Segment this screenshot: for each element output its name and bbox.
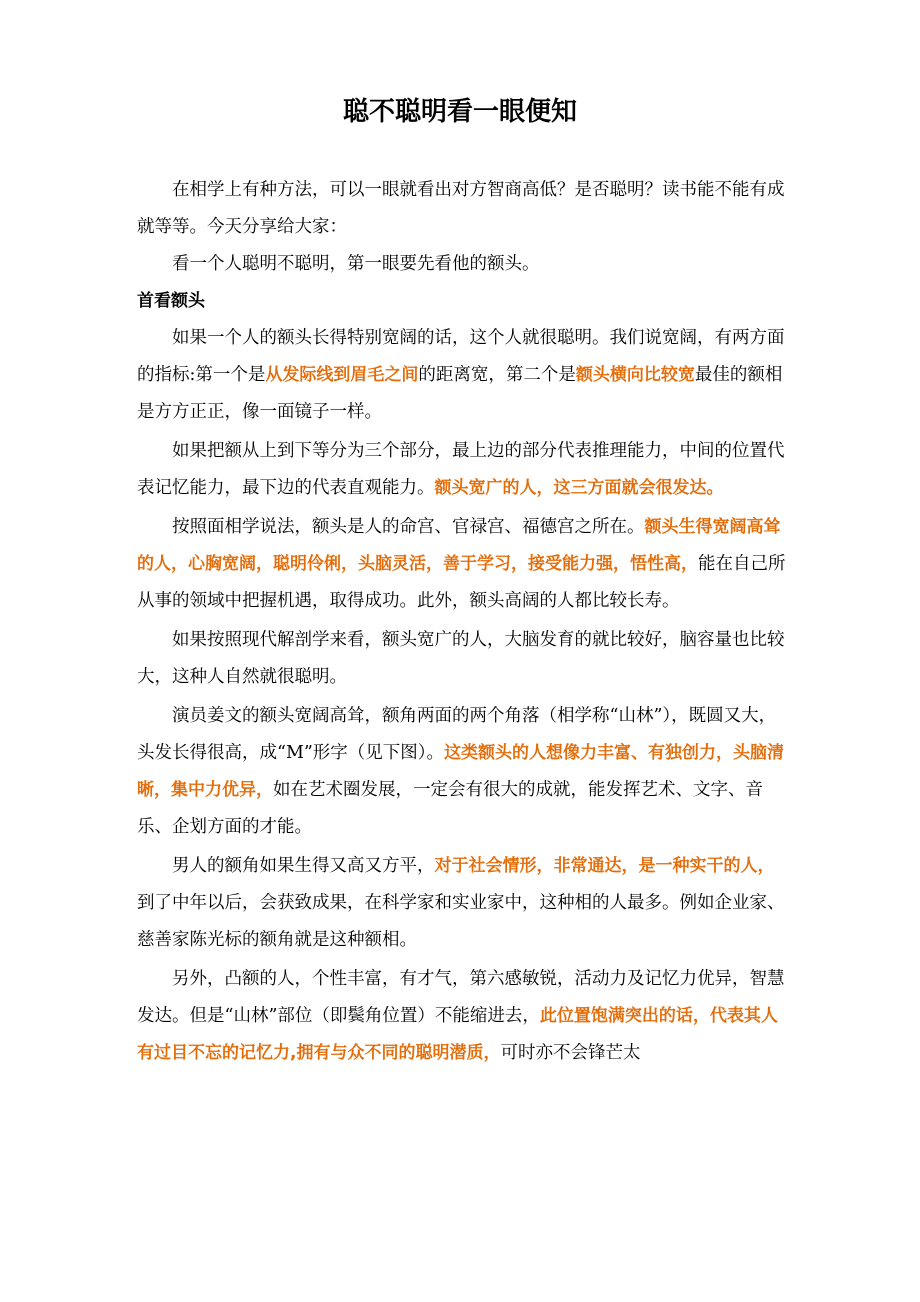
page-title: 聪不聪明看一眼便知 bbox=[342, 97, 577, 127]
text-run: 男人的额角如果生得又高又方平， bbox=[172, 856, 435, 876]
highlight-text: 额头横向比较宽 bbox=[575, 365, 695, 385]
intro-paragraph bbox=[137, 246, 789, 283]
paragraph bbox=[137, 433, 789, 507]
highlight-text: 这类额头的人想像力丰富、有独创力，头脑清晰，集中力优异， bbox=[137, 743, 785, 800]
highlight-text: 此位置饱满突出的话，代表其人有过目不忘的记忆力,拥有与众不同的聪明潜质， bbox=[137, 1006, 778, 1063]
text-run: 看一个人聪明不聪明，第一眼要先看他的额头。 bbox=[172, 254, 540, 274]
text-run: 最佳的额相是方方正正，像一面镜子一样。 bbox=[137, 365, 783, 422]
text-run: 的距离宽，第二个是 bbox=[418, 365, 576, 385]
text-run: 能在自己所从事的领域中把握机遇，取得成功。此外，额头高阔的人都比较长寿。 bbox=[137, 554, 786, 611]
text-run: 如果一个人的额头长得特别宽阔的话，这个人就很聪明。我们说宽阔，有两方面的指标:第一个是 bbox=[137, 328, 785, 385]
text-run: 如在艺术圈发展，一定会有很大的成就，能发挥艺术、文字、音乐、企划方面的才能。 bbox=[137, 780, 763, 837]
document-body bbox=[137, 172, 789, 1072]
text-run: 可时亦不会锋芒太 bbox=[500, 1043, 641, 1063]
highlight-text: 额头生得宽阔高耸的人，心胸宽阔，聪明伶俐，头脑灵活，善于学习，接受能力强，悟性高， bbox=[137, 517, 781, 574]
text-run: 演员姜文的额头宽阔高耸，额角两面的两个角落（相学称“山林”），既圆又大，头发长得很高，成“M”形字（见下图）。 bbox=[137, 706, 777, 763]
highlight-text: 从发际线到眉毛之间 bbox=[265, 365, 419, 385]
intro-paragraph bbox=[137, 172, 789, 246]
text-run: 另外，凸额的人，个性丰富，有才气，第六感敏锐，活动力及记忆力优异，智慧发达。但是“山林”部位（即鬓角位置）不能缩进去， bbox=[137, 969, 785, 1026]
paragraph bbox=[137, 622, 789, 696]
text-run: 按照面相学说法，额头是人的命宫、官禄宫、福德宫之所在。 bbox=[172, 517, 645, 537]
highlight-text: 对于社会情形，非常通达，是一种实干的人， bbox=[434, 856, 775, 876]
paragraph bbox=[137, 698, 789, 846]
text-run: 如果按照现代解剖学来看，额头宽广的人，大脑发育的就比较好，脑容量也比较大，这种人自然就很聪明。 bbox=[137, 630, 785, 687]
paragraph bbox=[137, 320, 789, 431]
paragraph bbox=[137, 961, 789, 1072]
highlight-text: 额头宽广的人，这三方面就会很发达。 bbox=[434, 478, 724, 498]
paragraph bbox=[137, 509, 789, 620]
paragraph bbox=[137, 848, 789, 959]
text-run: 如果把额从上到下等分为三个部分，最上边的部分代表推理能力，中间的位置代表记忆能力，最下边的代表直观能力。 bbox=[137, 441, 785, 498]
section-heading: 首看额头 bbox=[137, 291, 205, 311]
text-run: 到了中年以后，会获致成果，在科学家和实业家中，这种相的人最多。例如企业家、慈善家陈光标的额角就是这种额相。 bbox=[137, 893, 785, 950]
text-run: 在相学上有种方法，可以一眼就看出对方智商高低？是否聪明？读书能不能有成就等等。今天分享给大家： bbox=[137, 180, 785, 237]
